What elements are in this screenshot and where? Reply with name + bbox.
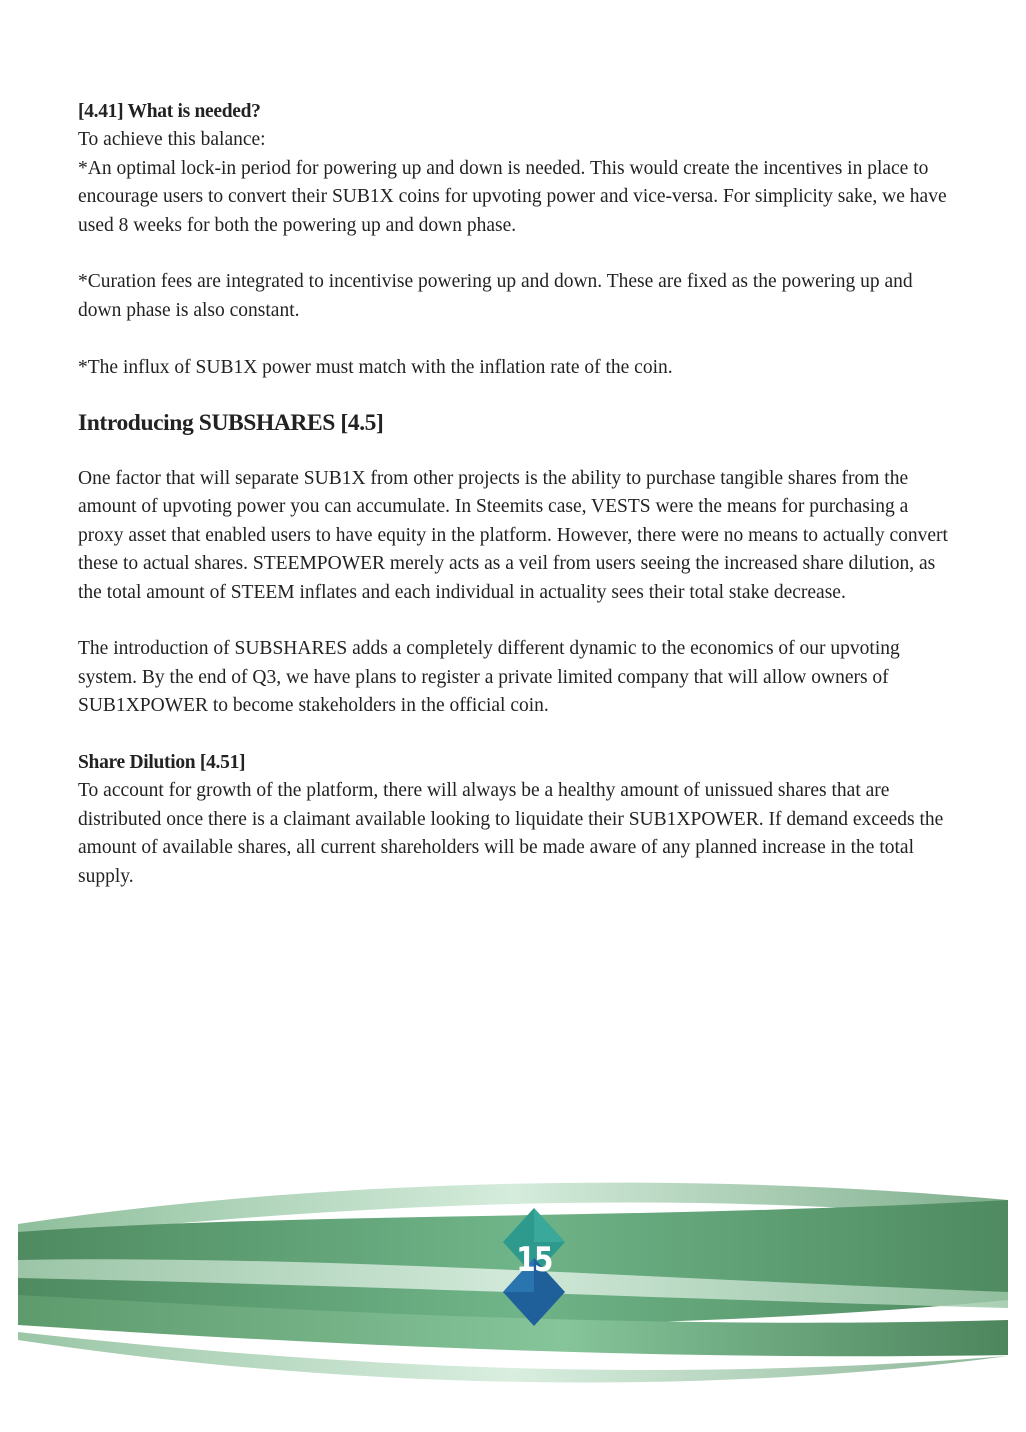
page-content <box>78 98 950 891</box>
paragraph-intro: To achieve this balance: <box>78 129 266 151</box>
paragraph-share-dilution: To account for growth of the platform, there will always be a healthy amount of unissued shares that are distributed once there is a claimant available looking to liquidate their SUB1XPOWER. If demand exceeds the amount of available shares, all current shareholders will be made aware of any planned increase in the total supply. <box>78 780 944 887</box>
page-number: 15 <box>516 1240 552 1280</box>
section-heading-4-51: Share Dilution [4.51] <box>78 752 246 774</box>
spacer <box>78 438 950 465</box>
footer-wave-banner <box>0 1160 1026 1400</box>
paragraph-lock-in: *An optimal lock-in period for powering up and down is needed. This would create the incentives in place to encourage users to convert their SUB1X coins for upvoting power and vice-versa. For simplicity sake, we have used 8 weeks for both the powering up and down phase. <box>78 157 947 236</box>
paragraph-subshares-intro: The introduction of SUBSHARES adds a completely different dynamic to the economics of our upvoting system. By the end of Q3, we have plans to register a private limited company that will allow owners of SUB1XPOWER to become stakeholders in the official coin. <box>78 638 900 717</box>
spacer <box>78 382 950 408</box>
paragraph-influx: *The influx of SUB1X power must match with the inflation rate of the coin. <box>78 356 673 378</box>
spacer <box>78 240 950 268</box>
spacer <box>78 721 950 749</box>
spacer <box>78 325 950 353</box>
paragraph-curation-fees: *Curation fees are integrated to incentivise powering up and down. These are fixed as the powering up and down phase is also constant. <box>78 271 913 321</box>
section-heading-4-41: [4.41] What is needed? <box>78 101 261 122</box>
section-heading-4-5: Introducing SUBSHARES [4.5] <box>78 410 384 437</box>
spacer <box>78 607 950 635</box>
paragraph-subshares-factor: One factor that will separate SUB1X from other projects is the ability to purchase tangible shares from the amount of upvoting power you can accumulate. In Steemits case, VESTS were the means for purchasing a proxy asset that enabled users to have equity in the platform. However, there were no means to actually convert these to actual shares. STEEMPOWER merely acts as a veil from users seeing the increased share dilution, as the total amount of STEEM inflates and each individual in actuality sees their total stake decrease. <box>78 468 948 603</box>
